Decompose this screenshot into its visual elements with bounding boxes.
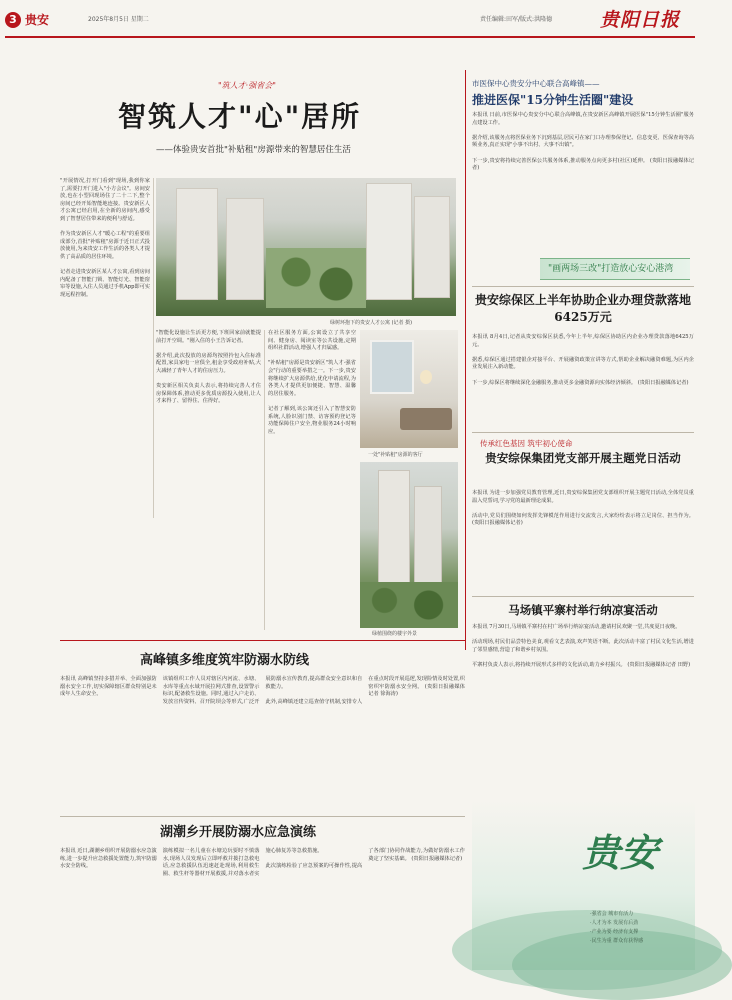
section-rule [472, 596, 694, 597]
lead-body-col1: "开展情况,打开门看到"现场,我到你家了,需要打开门进入"小方会议"。房间安放,也在小型回现场住了二十二下,整个房间已经开始智能地连接。贵安新区人才公寓已经启用,在全新的房间内,感受到了智慧居住带来的便利与舒适。 作为贵安新区人才"暖心工程"的重要组成部分,首批"补贴租"房源于近日正式投放使用,为来贵安工作生活的各类人才提供了高品质的居住环境。 记者走进贵安新区某人才公寓,看到房间内配备了智能门锁、智能灯光、智能窗帘等设施,入住人员通过手机App即可实现远程控制。 [60, 178, 150, 298]
section-rule [472, 286, 694, 287]
right-top-headline: 推进医保"15分钟生活圈"建设 [472, 93, 634, 107]
lead-photo-interior [360, 330, 458, 448]
lead-headline: 智筑人才"心"居所 [118, 100, 362, 133]
flood-story2-body: 本报讯 近日,湖潮乡组织开展防溺水应急演练,进一步提升应急救援处置能力,筑牢防溺水安全防线。 演练模拟一名儿童在水塘边玩耍时不慎落水,现场人员发现后立即呼救并拨打急救电话,应急救援队伍迅速赶赴现场,利用救生圈、救生杆等器材开展救援,并对落水者实施心肺复苏等急救措施。 此次演练检验了应急预案的可操作性,提高了各部门协同作战能力,为做好防溺水工作奠定了坚实基础。 (贵阳日报融媒体记者) [60, 848, 465, 877]
right-party-headline: 贵安综保集团党支部开展主题党日活动 [485, 451, 681, 465]
interior-photo-caption: 一处"补贴租"房源的客厅 [368, 452, 423, 458]
tower-block [176, 188, 218, 300]
page-header [0, 0, 700, 44]
column-rule [153, 178, 154, 518]
window [370, 340, 414, 394]
tower-block [414, 486, 442, 592]
lead-photo-exterior [360, 462, 458, 628]
section-rule [472, 432, 694, 433]
right-top-body: 本报讯 日前,市医保中心贵安分中心联合高峰镇,在贵安新区高峰镇开展医保"15分钟生活圈"服务点建设工作。 据介绍,该服务点将医保业务下沉到基层,居民可在家门口办理参保登记、信息变更、医保查询等高频业务,真正实现"小事不出村、大事不出镇"。 下一步,贵安将持续完善医保公共服务体系,推动服务点向更多村(社区)延伸。 (贵阳日报融媒体记者) [472, 112, 694, 172]
right-column-divider [465, 70, 466, 650]
editor-credits: 责任编辑:田军/版式:洪隆德 [480, 16, 553, 23]
footer-promo [472, 800, 695, 970]
lower-section-rule [60, 640, 465, 641]
footer-slogan: ·产业为要 经济有支撑 [590, 929, 639, 935]
footer-slogan: ·民生为重 群众有获得感 [590, 938, 644, 944]
header-rule [5, 36, 695, 38]
lower-section-rule [60, 816, 465, 817]
footer-logo-text: 贵安 [582, 830, 659, 875]
tower-block [378, 470, 410, 592]
column-rule [264, 330, 265, 630]
footer-slogan: ·强省会 城市有活力 [590, 911, 634, 917]
lamp [420, 370, 432, 384]
lead-subheadline: ——体验贵安首批"补贴租"房源带来的智慧居住生活 [156, 145, 351, 155]
shrubs [360, 582, 458, 628]
issue-date: 2025年8月5日 星期二 [88, 16, 149, 23]
lead-body-col3: 在社区服务方面,公寓设立了共享空间、健身房、阅读室等公共设施,定期组织社群活动,增强人才归属感。 "补贴租"房源是贵安新区"筑人才·强省会"行动的重要举措之一。下一步,贵安将继续扩大房源供给,优化申请流程,为各类人才提供更加便捷、智慧、温馨的居住服务。 记者了解到,该公寓还引入了智慧安防系统,人脸识别门禁、访客预约登记等功能保障住户安全,物业服务24小时响应。 [268, 330, 356, 435]
flood-story1-body: 本报讯 高峰镇坚持多措并举、全面加强防溺水安全工作,切实保障辖区群众特别是未成年人生命安全。 该镇组织工作人员对辖区内河流、水塘、水库等重点水域开展拉网式排查,设置警示标识,配备救生设施。同时,通过入户走访、发放宣传资料、召开院坝会等形式,广泛开展防溺水宣传教育,提高群众安全意识和自救能力。 此外,高峰镇还建立巡查值守机制,安排专人在重点时段开展巡逻,发现险情及时处置,织密织牢防溺水安全网。 (贵阳日报融媒体记者 徐海涛) [60, 676, 465, 705]
lead-photo-caption: 绿树环抱下的贵安人才公寓 (记者 摄) [330, 320, 413, 326]
flood-story2-headline: 湖潮乡开展防溺水应急演练 [160, 825, 317, 840]
exterior-photo-caption: 绿植围绕的楼宇外景 [372, 631, 418, 637]
lead-body-col2: "智能化设施让生活更方便,下班回家前就能提前打开空调。"刚入住的小王告诉记者。 据介绍,此次投放的房源均按照拎包入住标准配置,家具家电一应俱全,租金享受政府补贴,大大减轻了青年人才的住房压力。 贵安新区相关负责人表示,将持续完善人才住房保障体系,推动更多优质房源投入使用,让人才来得了、留得住、住得好。 [156, 330, 261, 405]
right-mid-headline: 贵安综保区上半年协助企业办理贷款落地6425万元 [474, 293, 691, 324]
right-top-kicker: 市医保中心贵安分中心联合高峰镇—— [472, 79, 600, 88]
right-mid-body: 本报讯 8月4日,记者从贵安综保区获悉,今年上半年,综保区协助区内企业办理贷款落地6425万元。 据悉,综保区通过搭建银企对接平台、开展融资政策宣讲等方式,帮助企业解决融资难题,为区内企业发展注入新动能。 下一步,综保区将继续深化金融服务,推动更多金融资源向实体经济倾斜。 (贵阳日报融媒体记者) [472, 334, 694, 386]
page-number-badge: 3 [5, 12, 21, 28]
tower-block [226, 198, 264, 300]
right-bottom-headline: 马场镇平寨村举行纳凉宴活动 [508, 603, 658, 617]
lead-photo-apartments [156, 178, 456, 316]
section-name: 贵安 [25, 13, 50, 27]
tower-block [366, 183, 412, 300]
flood-story1-headline: 高峰镇多维度筑牢防溺水防线 [140, 653, 310, 668]
footer-slogan: ·人才为本 发展有后劲 [590, 920, 639, 926]
section-banner [540, 258, 690, 280]
right-bottom-body: 本报讯 7月30日,马场镇平寨村在村广场举行纳凉宴活动,邀请村民欢聚一堂,共度夏日夜晚。 活动现场,村民们品尝特色美食,观看文艺表演,欢声笑语不断。此次活动丰富了村民文化生活,增进了邻里感情,营造了和谐乡村氛围。 平寨村负责人表示,将持续开展形式多样的文化活动,助力乡村振兴。 (贵阳日报融媒体记者 田野) [472, 624, 694, 668]
right-party-body: 本报讯 为进一步加强党员教育管理,近日,贵安综保集团党支部组织开展主题党日活动,全体党员重温入党誓词,学习党的最新理论成果。 活动中,党员们围绕如何发挥先锋模范作用进行交流发言,大家纷纷表示将立足岗位、担当作为。 (贵阳日报融媒体记者) [472, 490, 694, 527]
courtyard-trees [266, 248, 366, 308]
sofa [400, 408, 452, 430]
tower-block [414, 196, 450, 298]
banner-text: "画两场三改"打造放心安心港湾 [548, 264, 674, 274]
right-party-kicker: 传承红色基因 筑牢初心使命 [480, 439, 573, 448]
lead-kicker: "筑人才·强省会" [218, 81, 276, 90]
newspaper-masthead: 贵阳日报 [600, 9, 681, 31]
